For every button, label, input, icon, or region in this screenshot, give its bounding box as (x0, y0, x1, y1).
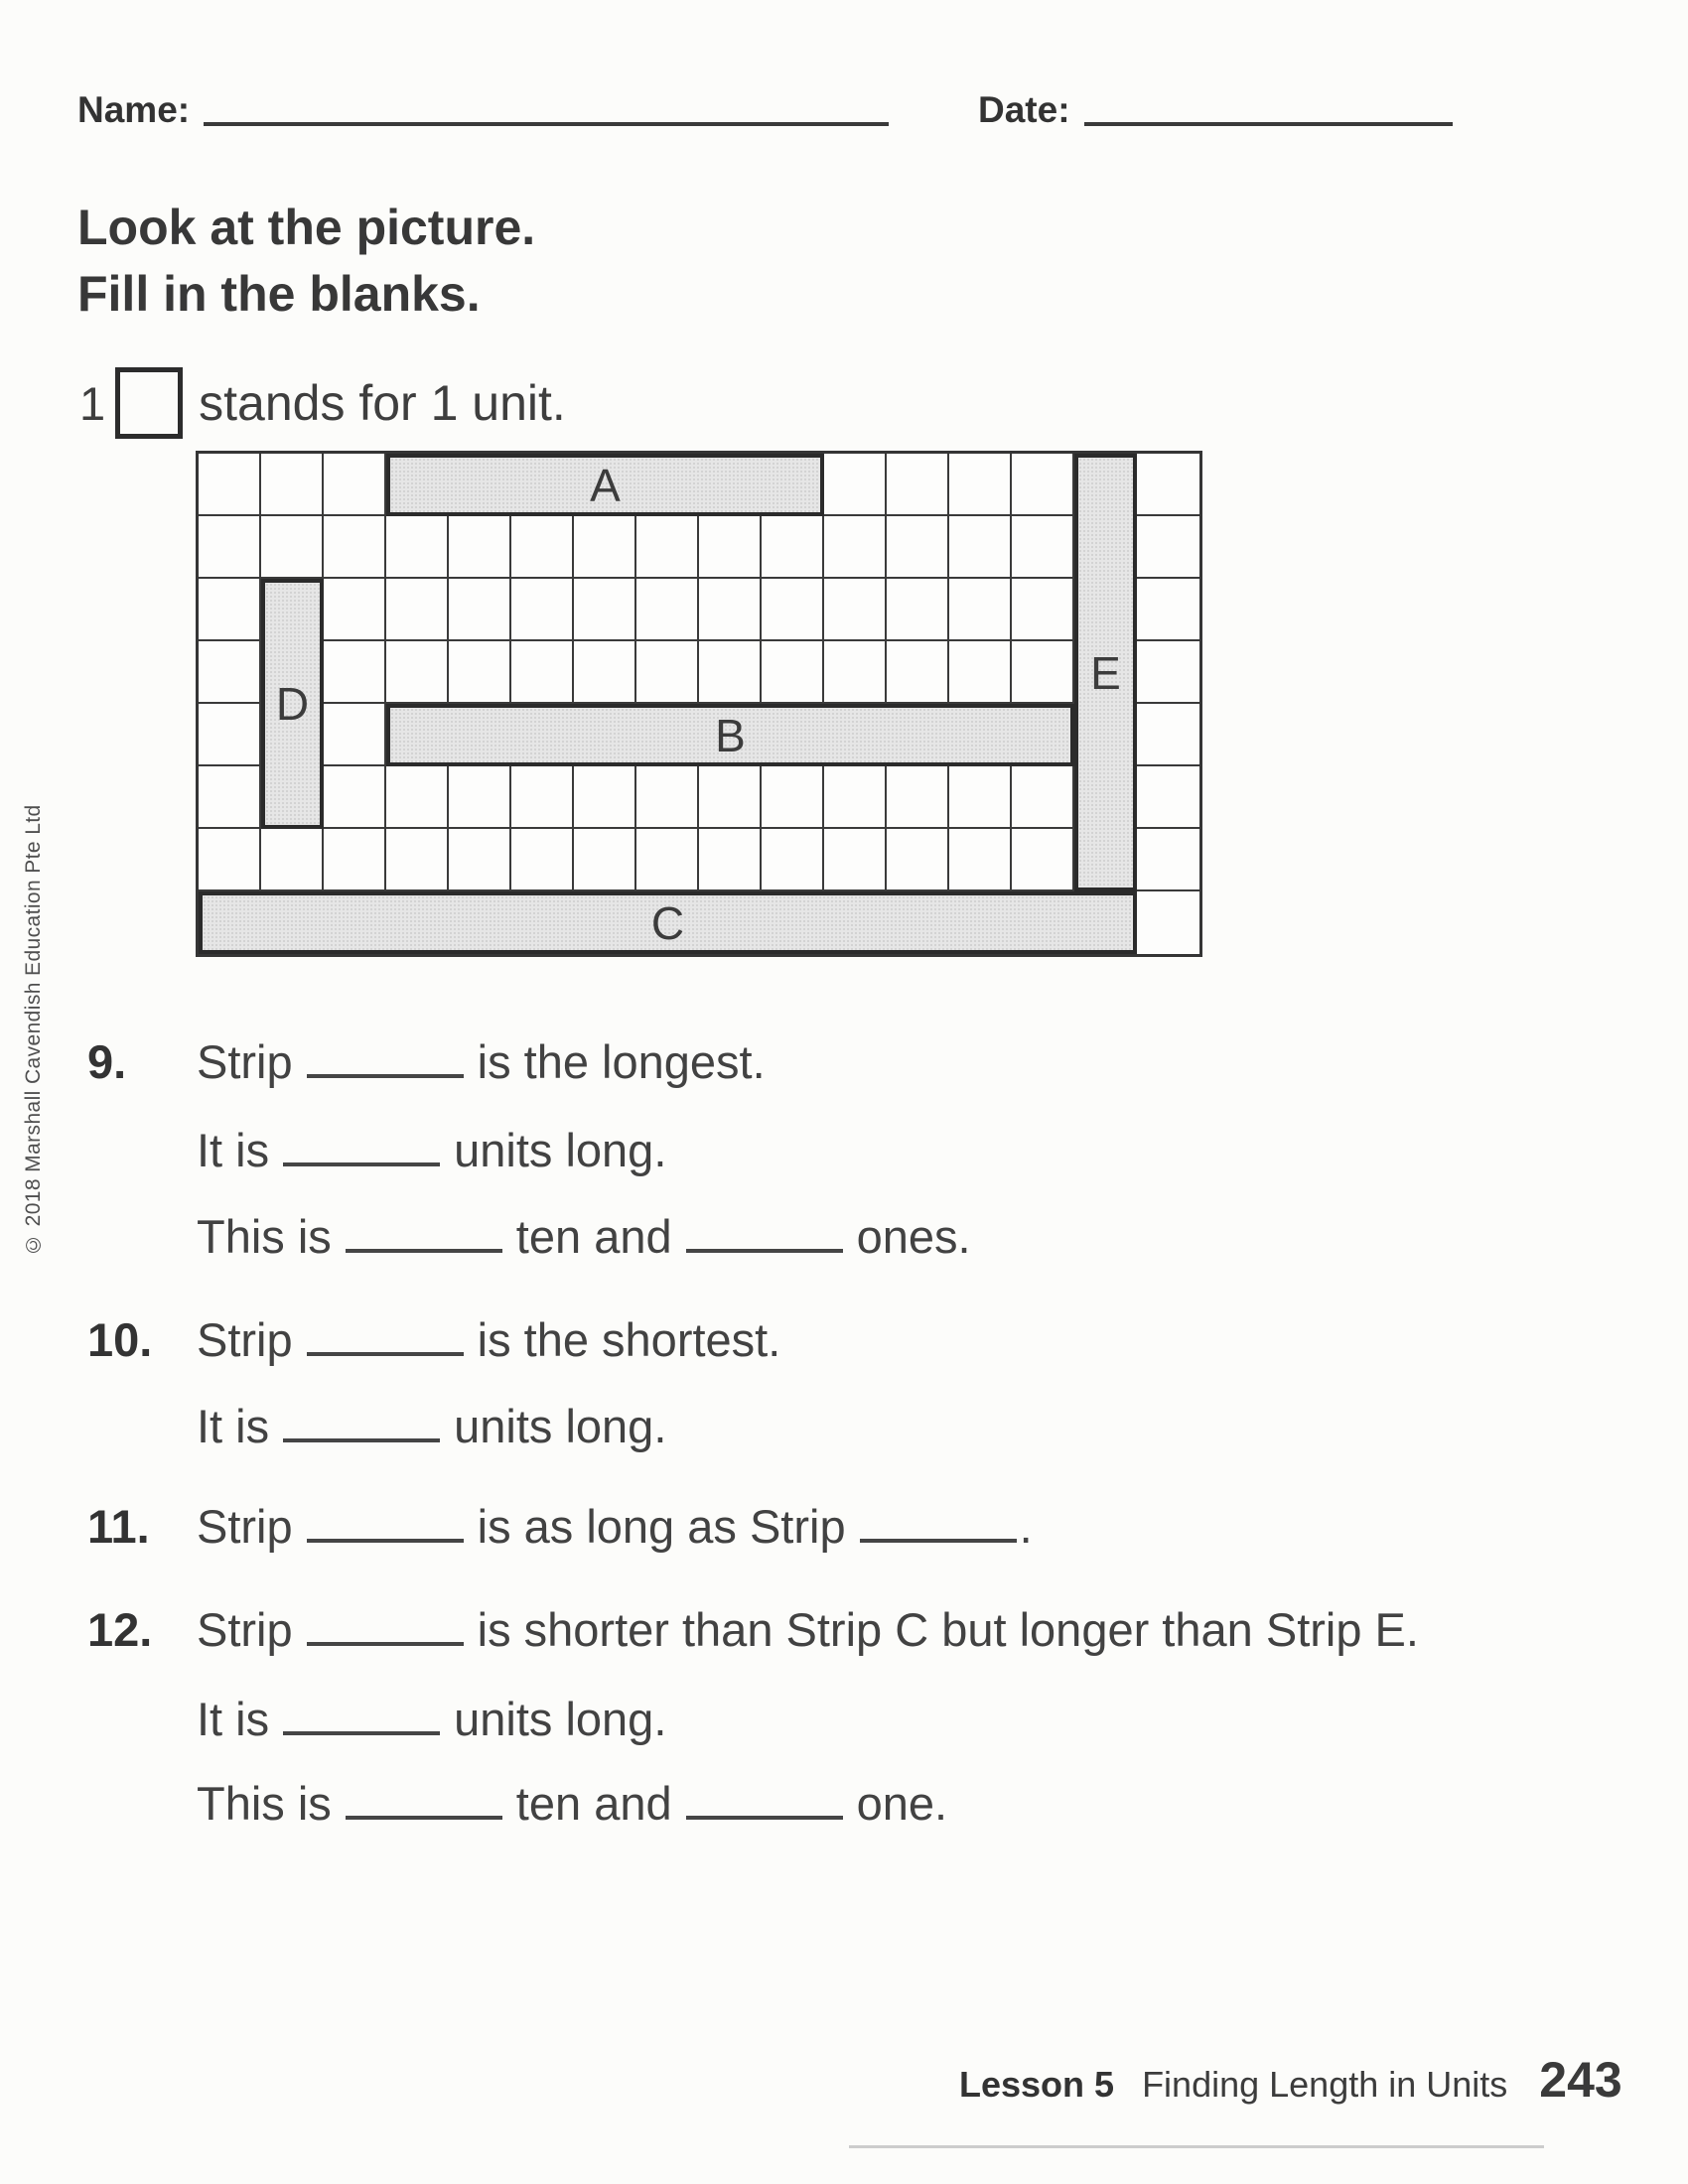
grid-cell (511, 516, 574, 579)
grid-cell (199, 766, 261, 829)
question-12-line-2 (87, 1689, 666, 1750)
grid-cell (1137, 454, 1199, 516)
question-number: 12. (87, 1603, 153, 1656)
question-text: is the longest. (477, 1035, 766, 1088)
date-label: Date: (978, 89, 1070, 130)
grid-cell (199, 829, 261, 891)
grid-cell (824, 579, 887, 641)
question-text: This is (197, 1777, 332, 1830)
grid-cell (887, 454, 949, 516)
grid-cell (261, 516, 324, 579)
unit-square-icon (115, 367, 183, 439)
grid-cell (324, 829, 386, 891)
question-9-line-3 (87, 1206, 971, 1268)
grid-cell (1137, 704, 1199, 766)
grid-cell (386, 766, 449, 829)
question-12-line-3 (87, 1773, 947, 1835)
grid-cell (949, 579, 1012, 641)
grid-cell (449, 766, 511, 829)
answer-blank[interactable] (283, 1438, 440, 1442)
grid-cell (762, 829, 824, 891)
date-field (978, 91, 1453, 128)
grid-cell (1137, 829, 1199, 891)
grid-cell (574, 829, 636, 891)
answer-blank[interactable] (307, 1074, 464, 1078)
grid-cell (949, 454, 1012, 516)
grid-cell (199, 641, 261, 704)
question-text: Strip (197, 1500, 293, 1553)
strip-label-D: D (275, 678, 310, 730)
grid-cell (699, 641, 762, 704)
grid-cell (636, 829, 699, 891)
grid-cell (1137, 766, 1199, 829)
strip-A (386, 454, 824, 516)
copyright-sidebar: © 2018 Marshall Cavendish Education Pte Ltd (22, 804, 45, 1256)
question-9-line-2 (87, 1120, 666, 1181)
grid-cell (1012, 641, 1074, 704)
grid-cell (636, 579, 699, 641)
grid-cell (1012, 516, 1074, 579)
answer-blank[interactable] (307, 1642, 464, 1646)
grid-cell (949, 641, 1012, 704)
grid-cell (324, 516, 386, 579)
question-text: ten and (515, 1777, 672, 1830)
grid-cell (261, 454, 324, 516)
strip-label-C: C (650, 896, 685, 949)
grid-cell (574, 766, 636, 829)
grid-cell (386, 829, 449, 891)
grid-cell (887, 516, 949, 579)
grid-cell (762, 766, 824, 829)
grid-cell (636, 641, 699, 704)
footer-lesson-label: Lesson 5 (959, 2064, 1115, 2105)
grid-cell (699, 766, 762, 829)
grid-cell (386, 516, 449, 579)
grid-cell (199, 454, 261, 516)
strip-label-E: E (1090, 646, 1121, 699)
question-11-line-1 (87, 1496, 1033, 1558)
grid-cell (574, 579, 636, 641)
grid-cell (199, 704, 261, 766)
grid-cell (261, 829, 324, 891)
question-number: 10. (87, 1313, 153, 1366)
grid-cell (699, 829, 762, 891)
grid-cell (511, 579, 574, 641)
grid-cell (699, 579, 762, 641)
grid-cell (762, 579, 824, 641)
strip-D (261, 579, 324, 829)
legend-text: stands for 1 unit. (199, 375, 566, 431)
grid-cell (887, 641, 949, 704)
grid-cell (324, 704, 386, 766)
grid-cell (1012, 454, 1074, 516)
grid-cell (762, 516, 824, 579)
strip-label-B: B (715, 709, 746, 761)
grid-cell (1137, 579, 1199, 641)
question-text: It is (197, 1124, 270, 1176)
grid-cell (449, 641, 511, 704)
answer-blank[interactable] (307, 1352, 464, 1356)
grid-cell (636, 766, 699, 829)
grid-cell (1012, 766, 1074, 829)
unit-grid (196, 451, 1202, 957)
instruction-line-1: Look at the picture. (77, 200, 536, 255)
question-text: This is (197, 1210, 332, 1263)
footer-lesson-title: Finding Length in Units (1142, 2064, 1508, 2105)
grid-cell (449, 829, 511, 891)
grid-cell (574, 516, 636, 579)
question-text: units long. (454, 1124, 667, 1176)
legend-count: 1 (79, 376, 106, 430)
grid-cell (1012, 579, 1074, 641)
grid-cell (824, 829, 887, 891)
name-field (77, 91, 889, 128)
grid-cell (1137, 891, 1199, 954)
strip-B (386, 704, 1074, 766)
strip-E (1074, 454, 1137, 891)
question-12-line-1 (87, 1599, 1419, 1661)
unit-legend (79, 367, 566, 439)
grid-cell (386, 579, 449, 641)
question-10-line-1 (87, 1309, 780, 1371)
strip-C (199, 891, 1137, 954)
question-text: units long. (454, 1400, 667, 1452)
grid-cell (511, 766, 574, 829)
answer-blank[interactable] (283, 1731, 440, 1735)
grid-cell (887, 829, 949, 891)
question-text: ten and (515, 1210, 672, 1263)
grid-cell (199, 516, 261, 579)
strip-label-A: A (590, 459, 621, 511)
grid-cell (511, 641, 574, 704)
grid-cell (824, 766, 887, 829)
answer-blank[interactable] (860, 1539, 1017, 1543)
grid-cell (887, 766, 949, 829)
grid-cell (824, 516, 887, 579)
question-text: Strip (197, 1313, 293, 1366)
question-text: is as long as Strip (477, 1500, 846, 1553)
question-text: is shorter than Strip C but longer than Strip E. (477, 1603, 1419, 1656)
grid-cell (949, 516, 1012, 579)
answer-blank[interactable] (307, 1539, 464, 1543)
question-text: Strip (197, 1035, 293, 1088)
question-number: 11. (87, 1500, 150, 1553)
page-footer (959, 2051, 1622, 2109)
grid-cell (324, 766, 386, 829)
question-text: . (1019, 1500, 1033, 1553)
grid-cell (199, 579, 261, 641)
grid-cell (824, 454, 887, 516)
answer-blank[interactable] (686, 1816, 843, 1820)
footer-page-number: 243 (1539, 2052, 1622, 2108)
grid-cell (949, 766, 1012, 829)
question-text: is the shortest. (477, 1313, 781, 1366)
grid-cell (386, 641, 449, 704)
name-label: Name: (77, 89, 191, 130)
question-10-line-2 (87, 1396, 666, 1457)
question-9-line-1 (87, 1031, 766, 1093)
question-text: It is (197, 1400, 270, 1452)
grid-cell (324, 641, 386, 704)
grid-cell (574, 641, 636, 704)
question-text: units long. (454, 1693, 667, 1745)
question-number: 9. (87, 1035, 127, 1088)
grid-cell (636, 516, 699, 579)
grid-cell (762, 641, 824, 704)
question-text: one. (856, 1777, 948, 1830)
question-text: It is (197, 1693, 270, 1745)
instruction-line-2: Fill in the blanks. (77, 266, 481, 322)
instructions (77, 195, 535, 328)
grid-cell (324, 454, 386, 516)
question-text: ones. (856, 1210, 971, 1263)
grid-cell (324, 579, 386, 641)
answer-blank[interactable] (346, 1249, 502, 1253)
grid-cell (699, 516, 762, 579)
scan-artifact-line (849, 2145, 1544, 2148)
grid-cell (824, 641, 887, 704)
date-input-line[interactable] (1084, 122, 1453, 126)
answer-blank[interactable] (346, 1816, 502, 1820)
question-text: Strip (197, 1603, 293, 1656)
grid-cell (449, 516, 511, 579)
grid-cell (449, 579, 511, 641)
grid-cell (949, 829, 1012, 891)
answer-blank[interactable] (686, 1249, 843, 1253)
grid-cell (1137, 641, 1199, 704)
name-input-line[interactable] (204, 122, 889, 126)
answer-blank[interactable] (283, 1162, 440, 1166)
grid-cell (1137, 516, 1199, 579)
grid-cell (887, 579, 949, 641)
grid-cell (1012, 829, 1074, 891)
grid-cell (511, 829, 574, 891)
